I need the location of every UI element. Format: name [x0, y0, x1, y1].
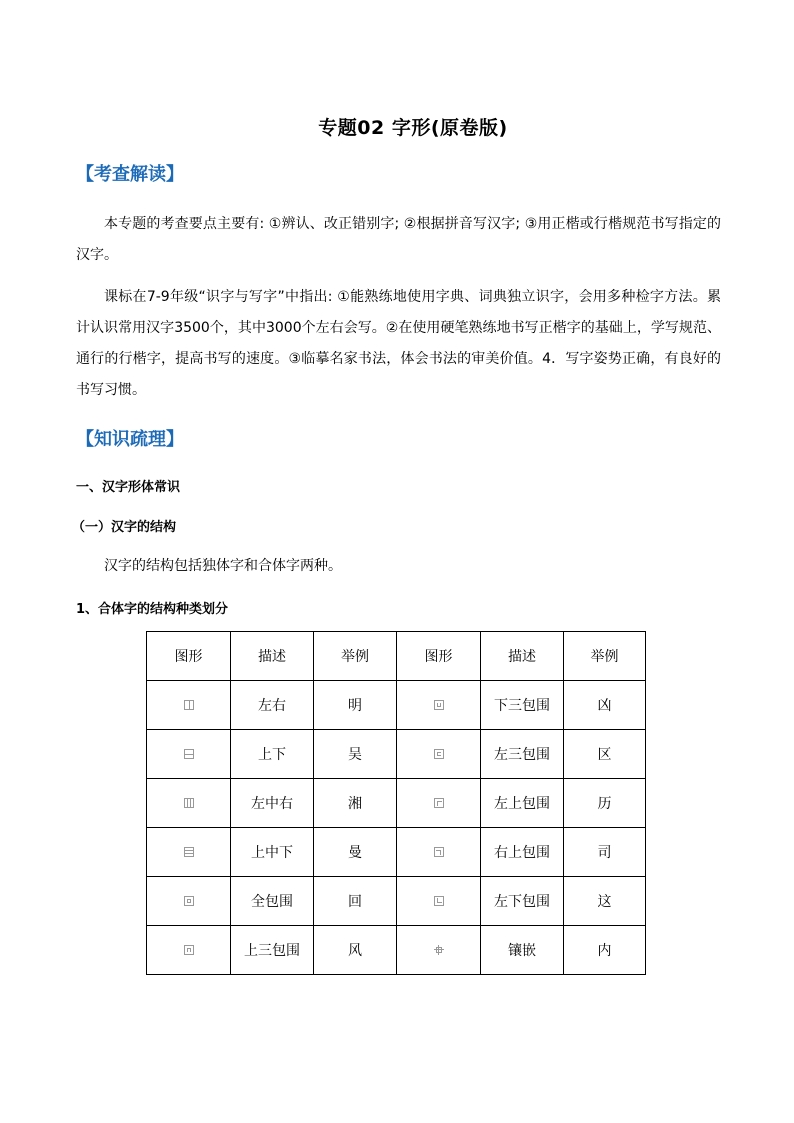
table-cell: 左三包围	[481, 730, 564, 779]
heading-subitem-1: （一）汉字的结构	[72, 520, 177, 535]
section-heading-analysis: 【考查解读】	[76, 164, 184, 185]
document-title: 专题02 字形(原卷版)	[318, 117, 508, 139]
table-cell: 区	[564, 730, 646, 779]
table-cell: 历	[564, 779, 646, 828]
inlay-structure-icon	[434, 945, 444, 955]
table-cell: 全包围	[231, 877, 314, 926]
table-row	[147, 877, 646, 926]
table-cell: 右上包围	[481, 828, 564, 877]
top-three-enclosure-icon	[184, 945, 194, 955]
table-cell: 明	[314, 681, 397, 730]
structure-paragraph: 汉字的结构包括独体字和合体字两种。	[104, 558, 342, 574]
analysis-paragraph-2: 课标在7-9年级“识字与写字”中指出: ①能熟练地使用字典、词典独立识字，会用多种检字方法。累计认识常用汉字3500个，其中3000个左右会写。②在使用硬笔熟练地书写正楷字的基础上，学写规范、通行的行楷字，提高书写的速度。③临摹名家书法，体会书法的审美价值。4．写字姿势正确，有良好的书写习惯。	[76, 289, 721, 398]
table-cell: 左下包围	[481, 877, 564, 926]
heading-item-1: 一、汉字形体常识	[76, 480, 181, 495]
table-cell: 上下	[231, 730, 314, 779]
table-header-cell: 举例	[564, 632, 646, 681]
left-three-enclosure-icon	[434, 749, 444, 759]
bottom-three-enclosure-icon	[434, 700, 444, 710]
top-left-enclosure-icon	[434, 798, 444, 808]
table-cell: 左右	[231, 681, 314, 730]
section-heading-knowledge: 【知识疏理】	[76, 429, 184, 450]
top-right-enclosure-icon	[434, 847, 444, 857]
table-row	[147, 779, 646, 828]
top-middle-bottom-structure-icon	[184, 847, 194, 857]
heading-subitem-1-1: 1、合体字的结构种类划分	[76, 602, 229, 617]
full-enclosure-icon	[184, 896, 194, 906]
analysis-paragraph-1: 本专题的考查要点主要有: ①辨认、改正错别字; ②根据拼音写汉字; ③用正楷或行楷规范书写指定的汉字。	[76, 216, 721, 263]
table-row	[147, 730, 646, 779]
left-middle-right-structure-icon	[184, 798, 194, 808]
table-cell: 湘	[314, 779, 397, 828]
table-header-cell: 描述	[481, 632, 564, 681]
table-cell: 曼	[314, 828, 397, 877]
top-bottom-structure-icon	[184, 749, 194, 759]
left-right-structure-icon	[184, 700, 194, 710]
bottom-left-enclosure-icon	[434, 896, 444, 906]
table-cell: 吴	[314, 730, 397, 779]
table-cell: 风	[314, 926, 397, 975]
table-header-cell: 描述	[231, 632, 314, 681]
table-row	[147, 681, 646, 730]
table-cell: 镶嵌	[481, 926, 564, 975]
table-header-cell: 举例	[314, 632, 397, 681]
table-row	[147, 926, 646, 975]
table-row	[147, 828, 646, 877]
table-cell: 上三包围	[231, 926, 314, 975]
table-cell: 凶	[564, 681, 646, 730]
table-cell: 这	[564, 877, 646, 926]
table-cell: 回	[314, 877, 397, 926]
table-header-row	[147, 632, 646, 681]
table-header-cell: 图形	[397, 632, 481, 681]
table-cell: 下三包围	[481, 681, 564, 730]
structure-table	[146, 631, 646, 975]
table-cell: 左中右	[231, 779, 314, 828]
table-cell: 上中下	[231, 828, 314, 877]
table-cell: 司	[564, 828, 646, 877]
table-cell: 左上包围	[481, 779, 564, 828]
table-cell: 内	[564, 926, 646, 975]
table-header-cell: 图形	[147, 632, 231, 681]
